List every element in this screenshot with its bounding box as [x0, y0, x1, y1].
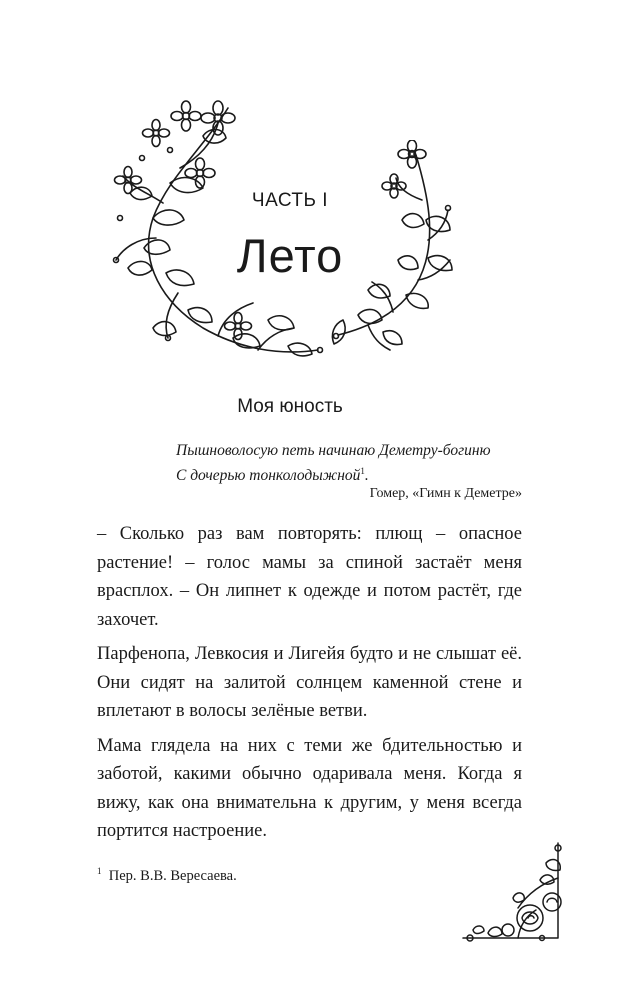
footnote [97, 868, 237, 885]
body-text [97, 520, 522, 852]
epigraph [176, 438, 522, 488]
footnote-mark: 1 [97, 866, 102, 877]
epigraph-attribution: Гомер, «Гимн к Деметре» [369, 486, 522, 501]
epigraph-line-text: С дочерью тонколодыжной [176, 467, 361, 484]
footnote-reference[interactable]: 1 [360, 465, 365, 476]
paragraph: Парфенопа, Левкосия и Лигейя будто и не слышат её. Они сидят на залитой солнцем каменной стене и вплетают в волосы зелёные ветви. [97, 644, 522, 721]
footnote-text: Пер. В.В. Вересаева. [108, 868, 237, 884]
chapter-title: Моя юность [237, 396, 343, 417]
part-label: ЧАСТЬ I [251, 190, 329, 211]
paragraph: – Сколько раз вам повторять: плющ – опасное растение! – голос мамы за спиной застаёт меня врасплох. – Он липнет к одежде и потом растёт, где захочет. [97, 524, 522, 630]
part-title: Лето [236, 229, 344, 282]
rose-corner-ornament-icon [458, 838, 568, 948]
paragraph: Мама глядела на них с теми же бдительностью и заботой, какими обычно одаривала меня. Когда я вижу, как она внимательна к другим, у меня всегда портится настроение. [97, 735, 522, 841]
epigraph-line [176, 463, 522, 488]
epigraph-line-punctuation: . [364, 467, 369, 484]
epigraph-line: Пышноволосую петь начинаю Деметру-богиню [176, 442, 491, 459]
